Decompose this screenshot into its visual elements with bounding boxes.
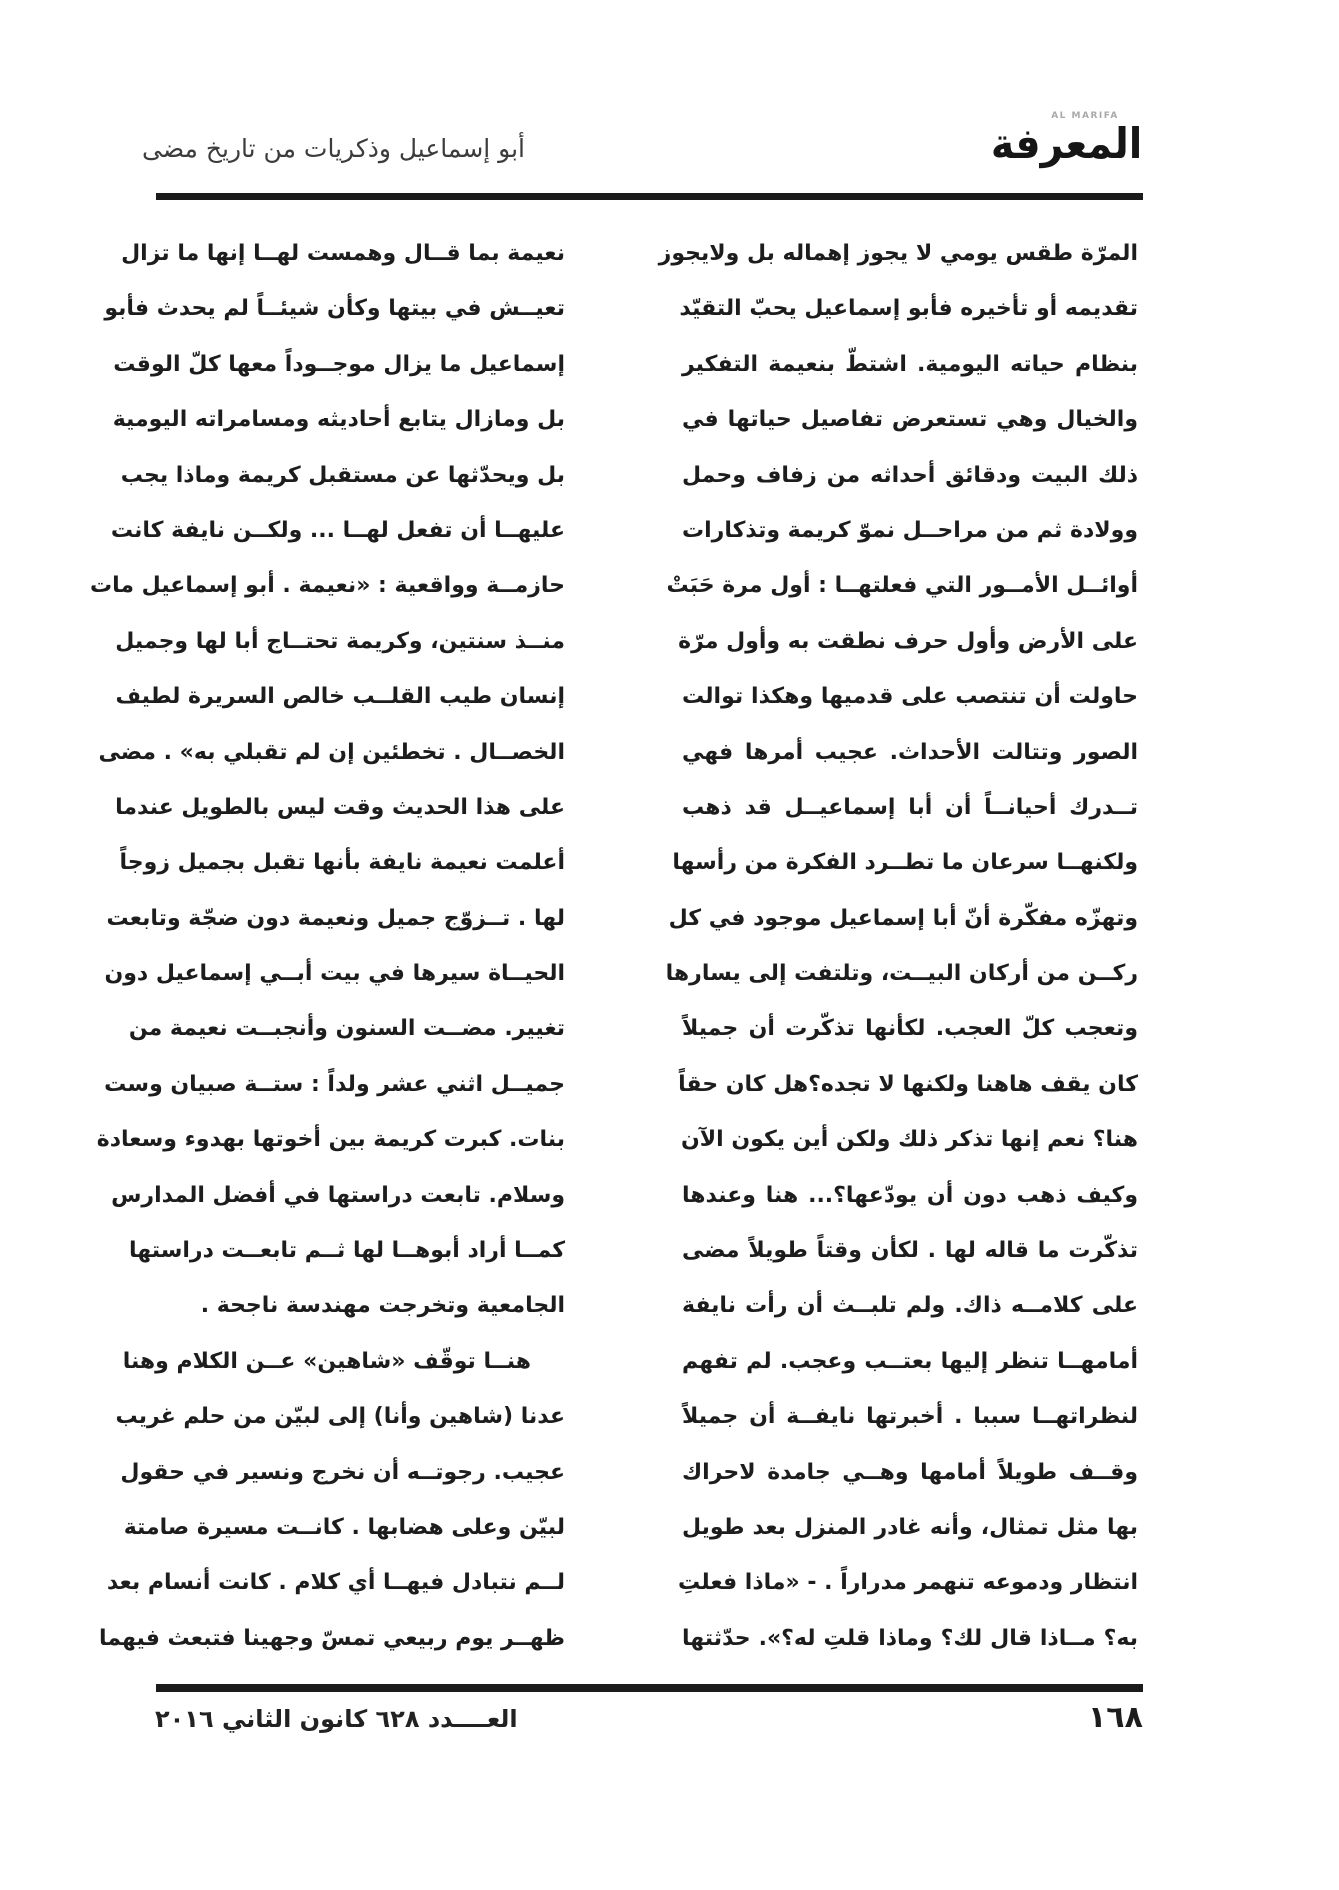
- footer-rule: [156, 1684, 1143, 1692]
- text-line: جميــل اثني عشر ولداً : ستــة صبيان وست: [104, 1071, 565, 1097]
- text-line: نعيمة بما قــال وهمست لهــا إنها ما تزال: [121, 241, 565, 266]
- text-line: منــذ سنتين، وكريمة تحتــاج أبا لها وجميل: [115, 628, 565, 654]
- text-line: انتظار ودموعه تنهمر مدراراً . - «ماذا فعلتِ: [678, 1570, 1138, 1596]
- text-line: الحيــاة سيرها في بيت أبــي إسماعيل دون: [104, 961, 565, 987]
- text-line: بنات. كبرت كريمة بين أخوتها بهدوء وسعادة: [96, 1127, 565, 1153]
- text-line: وولادة ثم من مراحــل نموّ كريمة وتذكارات: [682, 517, 1138, 543]
- text-line: هنــا توقّف «شاهين» عــن الكلام وهنا: [122, 1348, 531, 1374]
- text-line: الجامعية وتخرجت مهندسة ناجحة .: [200, 1293, 565, 1319]
- text-line: تعيــش في بيتها وكأن شيئــاً لم يحدث فأبو: [104, 296, 565, 322]
- text-line: وكيف ذهب دون أن يودّعها؟... هنا وعندها: [682, 1182, 1138, 1208]
- text-line: الصور وتتالت الأحداث. عجيب أمرها فهي: [682, 739, 1138, 765]
- text-line: أعلمت نعيمة نايفة بأنها تقبل بجميل زوجاً: [119, 850, 565, 876]
- text-line: حازمــة وواقعية : «نعيمة . أبو إسماعيل مات: [90, 573, 565, 599]
- text-line: ركــن من أركان البيــت، وتلتفت إلى يسارها: [665, 961, 1138, 987]
- text-line: أمامهــا تنظر إليها بعتــب وعجب. لم تفهم: [682, 1348, 1138, 1374]
- text-line: المرّة طقس يومي لا يجوز إهماله بل ولايجوز: [658, 241, 1138, 266]
- text-line: وتهزّه مفكّرة أنّ أبا إسماعيل موجود في كل: [668, 905, 1138, 931]
- text-line: على كلامــه ذاك. ولم تلبــث أن رأت نايفة: [682, 1293, 1138, 1319]
- text-line: لبيّن وعلى هضابها . كانــت مسيرة صامتة: [123, 1514, 565, 1540]
- text-line: عدنا (شاهين وأنا) إلى لبيّن من حلم غريب: [115, 1404, 565, 1430]
- header-rule: [156, 193, 1143, 200]
- text-line: به؟ مــاذا قال لك؟ وماذا قلتِ له؟». حدّثتها: [682, 1625, 1138, 1651]
- text-line: تذكّرت ما قاله لها . لكأن وقتاً طويلاً مضى: [682, 1238, 1138, 1264]
- text-line: بل ومازال يتابع أحاديثه ومسامراته اليومية: [112, 407, 565, 433]
- text-line: على هذا الحديث وقت ليس بالطويل عندما: [115, 794, 565, 820]
- text-line: كمــا أراد أبوهــا لها ثــم تابعــت دراستها: [128, 1238, 565, 1264]
- text-column-left: [90, 226, 565, 1666]
- magazine-logo-latin-text: AL MARIFA: [1051, 111, 1119, 121]
- magazine-logo: [990, 110, 1146, 168]
- text-line: على الأرض وأول حرف نطقت به وأول مرّة: [678, 628, 1138, 654]
- text-line: تــدرك أحيانــاً أن أبا إسماعيــل قد ذهب: [682, 794, 1138, 820]
- text-line: وتعجب كلّ العجب. لكأنها تذكّرت أن جميلاً: [682, 1016, 1138, 1042]
- text-line: لــم نتبادل فيهــا أي كلام . كانت أنسام بعد: [106, 1570, 565, 1596]
- magazine-logo-arabic-wordmark: المعرفة: [990, 119, 1143, 168]
- text-line: هنا؟ نعم إنها تذكر ذلك ولكن أين يكون الآن: [681, 1127, 1138, 1153]
- text-line: بها مثل تمثال، وأنه غادر المنزل بعد طويل: [682, 1514, 1138, 1540]
- text-line: والخيال وهي تستعرض تفاصيل حياتها في: [682, 407, 1138, 433]
- text-line: أوائــل الأمــور التي فعلتهــا : أول مرة حَبَتْ: [666, 573, 1138, 599]
- text-line: عجيب. رجوتــه أن نخرج ونسير في حقول: [120, 1459, 565, 1485]
- text-line: تغيير. مضــت السنون وأنجبــت نعيمة من: [128, 1016, 565, 1042]
- text-line: الخصــال . تخطئين إن لم تقبلي به» . مضى: [98, 739, 565, 765]
- text-line: تقديمه أو تأخيره فأبو إسماعيل يحبّ التقيّد: [679, 296, 1138, 322]
- text-line: كان يقف هاهنا ولكنها لا تجده؟هل كان حقاً: [678, 1071, 1138, 1097]
- text-line: لها . تــزوّج جميل ونعيمة دون ضجّة وتابعت: [106, 905, 565, 931]
- issue-info: العــــدد ٦٢٨ كانون الثاني ٢٠١٦: [155, 1705, 518, 1733]
- text-line: بل ويحدّثها عن مستقبل كريمة وماذا يجب: [120, 462, 565, 488]
- text-line: حاولت أن تنتصب على قدميها وهكذا توالت: [682, 684, 1138, 710]
- text-column-right: [658, 226, 1138, 1666]
- text-line: لنظراتهــا سببا . أخبرتها نايفــة أن جميلاً: [682, 1404, 1138, 1430]
- text-line: وسلام. تابعت دراستها في أفضل المدارس: [111, 1182, 565, 1208]
- text-line: ولكنهــا سرعان ما تطــرد الفكرة من رأسها: [672, 850, 1138, 876]
- text-line: إسماعيل ما يزال موجــوداً معها كلّ الوقت: [113, 351, 565, 377]
- text-line: عليهــا أن تفعل لهــا ... ولكــن نايفة كانت: [110, 517, 565, 543]
- text-line: وقــف طويلاً أمامها وهــي جامدة لاحراك: [682, 1459, 1138, 1485]
- page-number: ١٦٨: [1088, 1700, 1143, 1735]
- article-title: أبو إسماعيل وذكريات من تاريخ مضى: [142, 134, 525, 163]
- text-line: إنسان طيب القلــب خالص السريرة لطيف: [115, 684, 565, 710]
- text-line: بنظام حياته اليومية. اشتطّ بنعيمة التفكير: [682, 351, 1138, 377]
- text-line: ظهــر يوم ربيعي تمسّ وجهينا فتبعث فيهما: [98, 1625, 565, 1651]
- text-line: ذلك البيت ودقائق أحداثه من زفاف وحمل: [682, 462, 1138, 488]
